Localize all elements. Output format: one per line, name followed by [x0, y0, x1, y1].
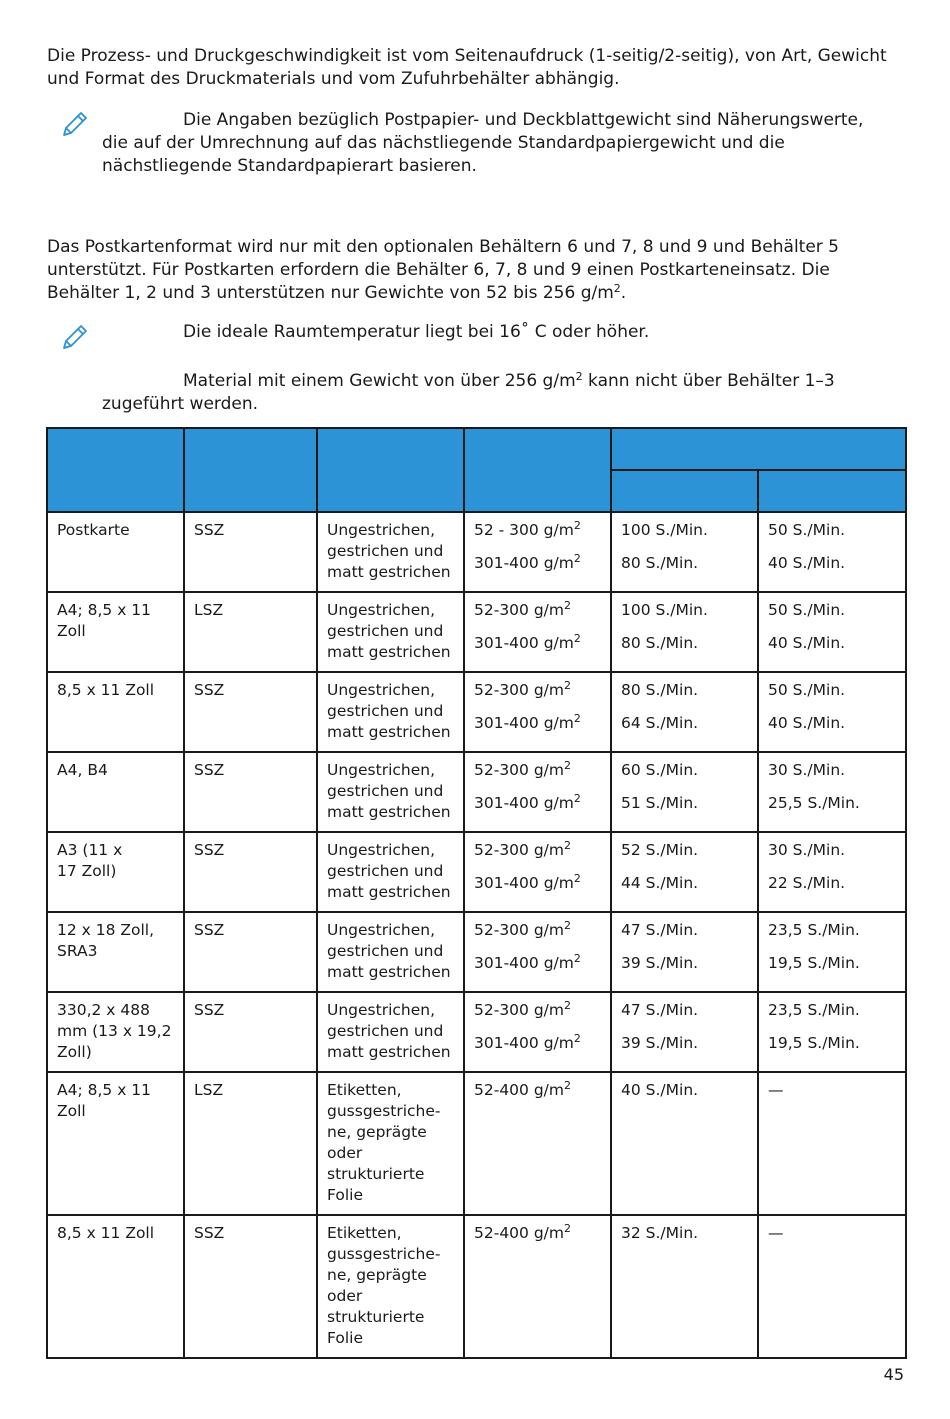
speed-cell: 47 S./Min. 39 S./Min. — [611, 912, 758, 992]
weight-cell: 52-400 $g/m^2$ — [464, 1072, 611, 1215]
format-cell: 8,5 x 11 Zoll — [47, 672, 184, 752]
media-type-cell: Ungestrichen, gestrichen und matt gestrichen — [317, 672, 464, 752]
feed-direction-cell: LSZ — [184, 1072, 317, 1215]
format-cell: A4; 8,5 x 11 Zoll — [47, 1072, 184, 1215]
speed-cell: 47 S./Min. 39 S./Min. — [611, 992, 758, 1072]
format-cell: A4; 8,5 x 11 Zoll — [47, 592, 184, 672]
speed-cell: — — [758, 1072, 906, 1215]
table-row — [47, 992, 906, 1072]
header-cell — [464, 428, 611, 512]
weight-cell: 52-300 $g/m^2$ 301-400 $g/m^2$ — [464, 992, 611, 1072]
header-cell — [611, 470, 758, 512]
format-cell: Postkarte — [47, 512, 184, 592]
speed-cell: 100 S./Min. 80 S./Min. — [611, 512, 758, 592]
speed-cell: 40 S./Min. — [611, 1072, 758, 1215]
speed-cell: 80 S./Min. 64 S./Min. — [611, 672, 758, 752]
speed-cell: 100 S./Min. 80 S./Min. — [611, 592, 758, 672]
header-cell — [47, 428, 184, 512]
note-paper-weight: Die Angaben bezüglich Postpapier- und Deckblattgewicht sind Näherungswerte, die auf der Umrechnung auf das nächstliegende Standardpapiergewicht und die nächstliegende Standardpapierart basieren. — [102, 110, 864, 176]
speed-cell: 30 S./Min. 22 S./Min. — [758, 832, 906, 912]
format-cell: 8,5 x 11 Zoll — [47, 1215, 184, 1358]
speed-cell: 50 S./Min. 40 S./Min. — [758, 512, 906, 592]
pencil-icon — [60, 109, 90, 139]
format-cell: A3 (11 x 17 Zoll) — [47, 832, 184, 912]
postcard-paragraph: Das Postkartenformat wird nur mit den optionalen Behältern 6 und 7, 8 und 9 und Behälter 5 unterstützt. Für Postkarten erfordern die Behälter 6, 7, 8 und 9 einen Postkarteneinsatz. Die Behälter 1, 2 und 3 unterstützen nur Gewichte von 52 bis 256 $g/m^2$. — [47, 237, 839, 303]
speed-cell: 50 S./Min. 40 S./Min. — [758, 592, 906, 672]
speed-cell: 52 S./Min. 44 S./Min. — [611, 832, 758, 912]
format-cell: A4, B4 — [47, 752, 184, 832]
speed-cell: 32 S./Min. — [611, 1215, 758, 1358]
table-row — [47, 672, 906, 752]
media-type-cell: Ungestrichen, gestrichen und matt gestrichen — [317, 912, 464, 992]
speed-cell: 23,5 S./Min. 19,5 S./Min. — [758, 992, 906, 1072]
speed-cell: 23,5 S./Min. 19,5 S./Min. — [758, 912, 906, 992]
table-row — [47, 912, 906, 992]
speed-cell: 50 S./Min. 40 S./Min. — [758, 672, 906, 752]
feed-direction-cell: SSZ — [184, 992, 317, 1072]
speed-cell: 30 S./Min. 25,5 S./Min. — [758, 752, 906, 832]
speed-cell: 60 S./Min. 51 S./Min. — [611, 752, 758, 832]
weight-cell: 52 - 300 $g/m^2$ 301-400 $g/m^2$ — [464, 512, 611, 592]
weight-cell: 52-300 $g/m^2$ 301-400 $g/m^2$ — [464, 832, 611, 912]
media-type-cell: Ungestrichen, gestrichen und matt gestrichen — [317, 992, 464, 1072]
weight-cell: 52-300 $g/m^2$ 301-400 $g/m^2$ — [464, 672, 611, 752]
table-row — [47, 752, 906, 832]
weight-cell: 52-300 $g/m^2$ 301-400 $g/m^2$ — [464, 752, 611, 832]
page-number: 45 — [883, 1365, 904, 1384]
header-cell — [317, 428, 464, 512]
weight-cell: 52-300 $g/m^2$ 301-400 $g/m^2$ — [464, 912, 611, 992]
header-cell — [758, 470, 906, 512]
feed-direction-cell: SSZ — [184, 752, 317, 832]
media-type-cell: Etiketten, gussgestriche- ne, geprägte oder strukturierte Folie — [317, 1072, 464, 1215]
speed-cell: — — [758, 1215, 906, 1358]
header-cell — [184, 428, 317, 512]
weight-cell: 52-300 $g/m^2$ 301-400 $g/m^2$ — [464, 592, 611, 672]
media-type-cell: Ungestrichen, gestrichen und matt gestrichen — [317, 832, 464, 912]
feed-direction-cell: SSZ — [184, 1215, 317, 1358]
feed-direction-cell: SSZ — [184, 512, 317, 592]
note-room-temperature: Die ideale Raumtemperatur liegt bei 16˚ C oder höher. — [183, 322, 650, 342]
format-cell: 12 x 18 Zoll, SRA3 — [47, 912, 184, 992]
table-row — [47, 832, 906, 912]
note-heavy-media: Material mit einem Gewicht von über 256 $g/m^2$ kann nicht über Behälter 1–3 zugeführt werden. — [102, 370, 835, 414]
table-row — [47, 1215, 906, 1358]
intro-paragraph: Die Prozess- und Druckgeschwindigkeit ist vom Seitenaufdruck (1-seitig/2-seitig), von Art, Gewicht und Format des Druckmaterials und vom Zufuhrbehälter abhängig. — [47, 46, 887, 89]
table-row — [47, 512, 906, 592]
feed-direction-cell: SSZ — [184, 672, 317, 752]
media-type-cell: Ungestrichen, gestrichen und matt gestrichen — [317, 592, 464, 672]
table-row — [47, 592, 906, 672]
feed-direction-cell: SSZ — [184, 832, 317, 912]
pencil-icon — [60, 322, 90, 352]
media-type-cell: Etiketten, gussgestriche- ne, geprägte oder strukturierte Folie — [317, 1215, 464, 1358]
speed-table — [46, 427, 907, 1359]
table-row — [47, 1072, 906, 1215]
feed-direction-cell: SSZ — [184, 912, 317, 992]
header-cell — [611, 428, 906, 470]
media-type-cell: Ungestrichen, gestrichen und matt gestrichen — [317, 752, 464, 832]
media-type-cell: Ungestrichen, gestrichen und matt gestrichen — [317, 512, 464, 592]
format-cell: 330,2 x 488 mm (13 x 19,2 Zoll) — [47, 992, 184, 1072]
feed-direction-cell: LSZ — [184, 592, 317, 672]
weight-cell: 52-400 $g/m^2$ — [464, 1215, 611, 1358]
